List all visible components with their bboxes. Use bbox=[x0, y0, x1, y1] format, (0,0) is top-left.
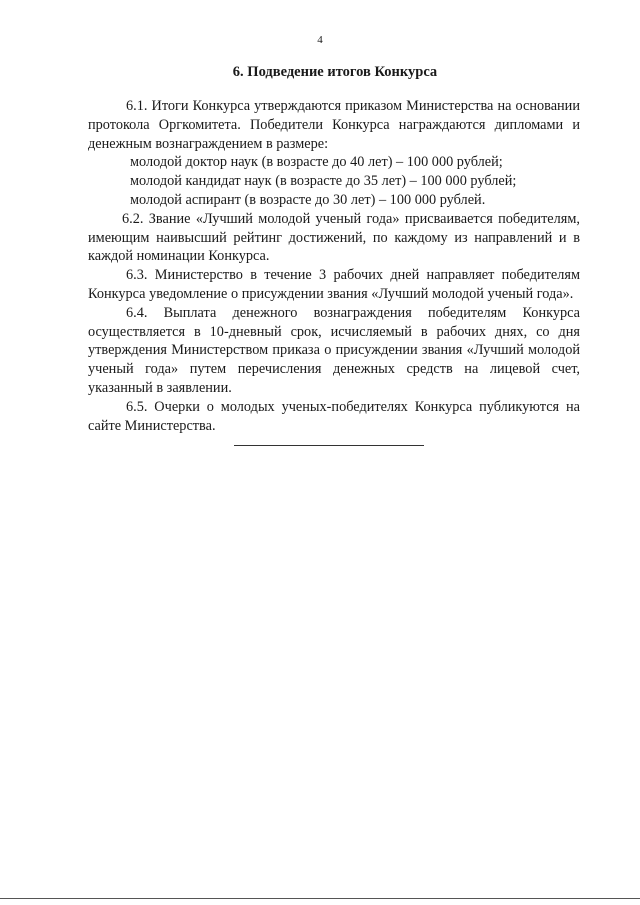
award-list bbox=[88, 153, 580, 209]
paragraph-6-1: 6.1. Итоги Конкурса утверждаются приказом Министерства на основании протокола Оргкомитета. Победители Конкурса награждаются дипломами и денежным вознаграждением в размере: bbox=[88, 98, 580, 152]
document-body bbox=[88, 97, 580, 446]
paragraph-6-3: 6.3. Министерство в течение 3 рабочих дней направляет победителям Конкурса уведомление о присуждении звания «Лучший молодой ученый года». bbox=[88, 267, 580, 302]
section-heading: 6. Подведение итогов Конкурса bbox=[232, 64, 438, 80]
paragraph-6-4: 6.4. Выплата денежного вознаграждения победителям Конкурса осуществляется в 10-дневный срок, исчисляемый в рабочих днях, со дня утверждения Министерством приказа о присуждении звания «Лучший молодой ученый года» путем перечисления денежных средств на лицевой счет, указанный в заявлении. bbox=[88, 304, 580, 396]
end-divider bbox=[234, 445, 424, 446]
scan-bottom-edge bbox=[0, 898, 640, 899]
page-number: 4 bbox=[317, 34, 323, 46]
paragraph-6-2: 6.2. Звание «Лучший молодой ученый года» присваивается победителям, имеющим наивысший рейтинг достижений, по каждому из направлений и в каждой номинации Конкурса. bbox=[88, 210, 580, 265]
award-item-doctor: молодой доктор наук (в возрасте до 40 лет) – 100 000 рублей; bbox=[130, 154, 503, 171]
award-item-postgraduate: молодой аспирант (в возрасте до 30 лет) – 100 000 рублей. bbox=[130, 191, 486, 208]
paragraph-6-5: 6.5. Очерки о молодых ученых-победителях Конкурса публикуются на сайте Министерства. bbox=[88, 398, 580, 434]
award-item-candidate: молодой кандидат наук (в возрасте до 35 лет) – 100 000 рублей; bbox=[130, 173, 517, 190]
